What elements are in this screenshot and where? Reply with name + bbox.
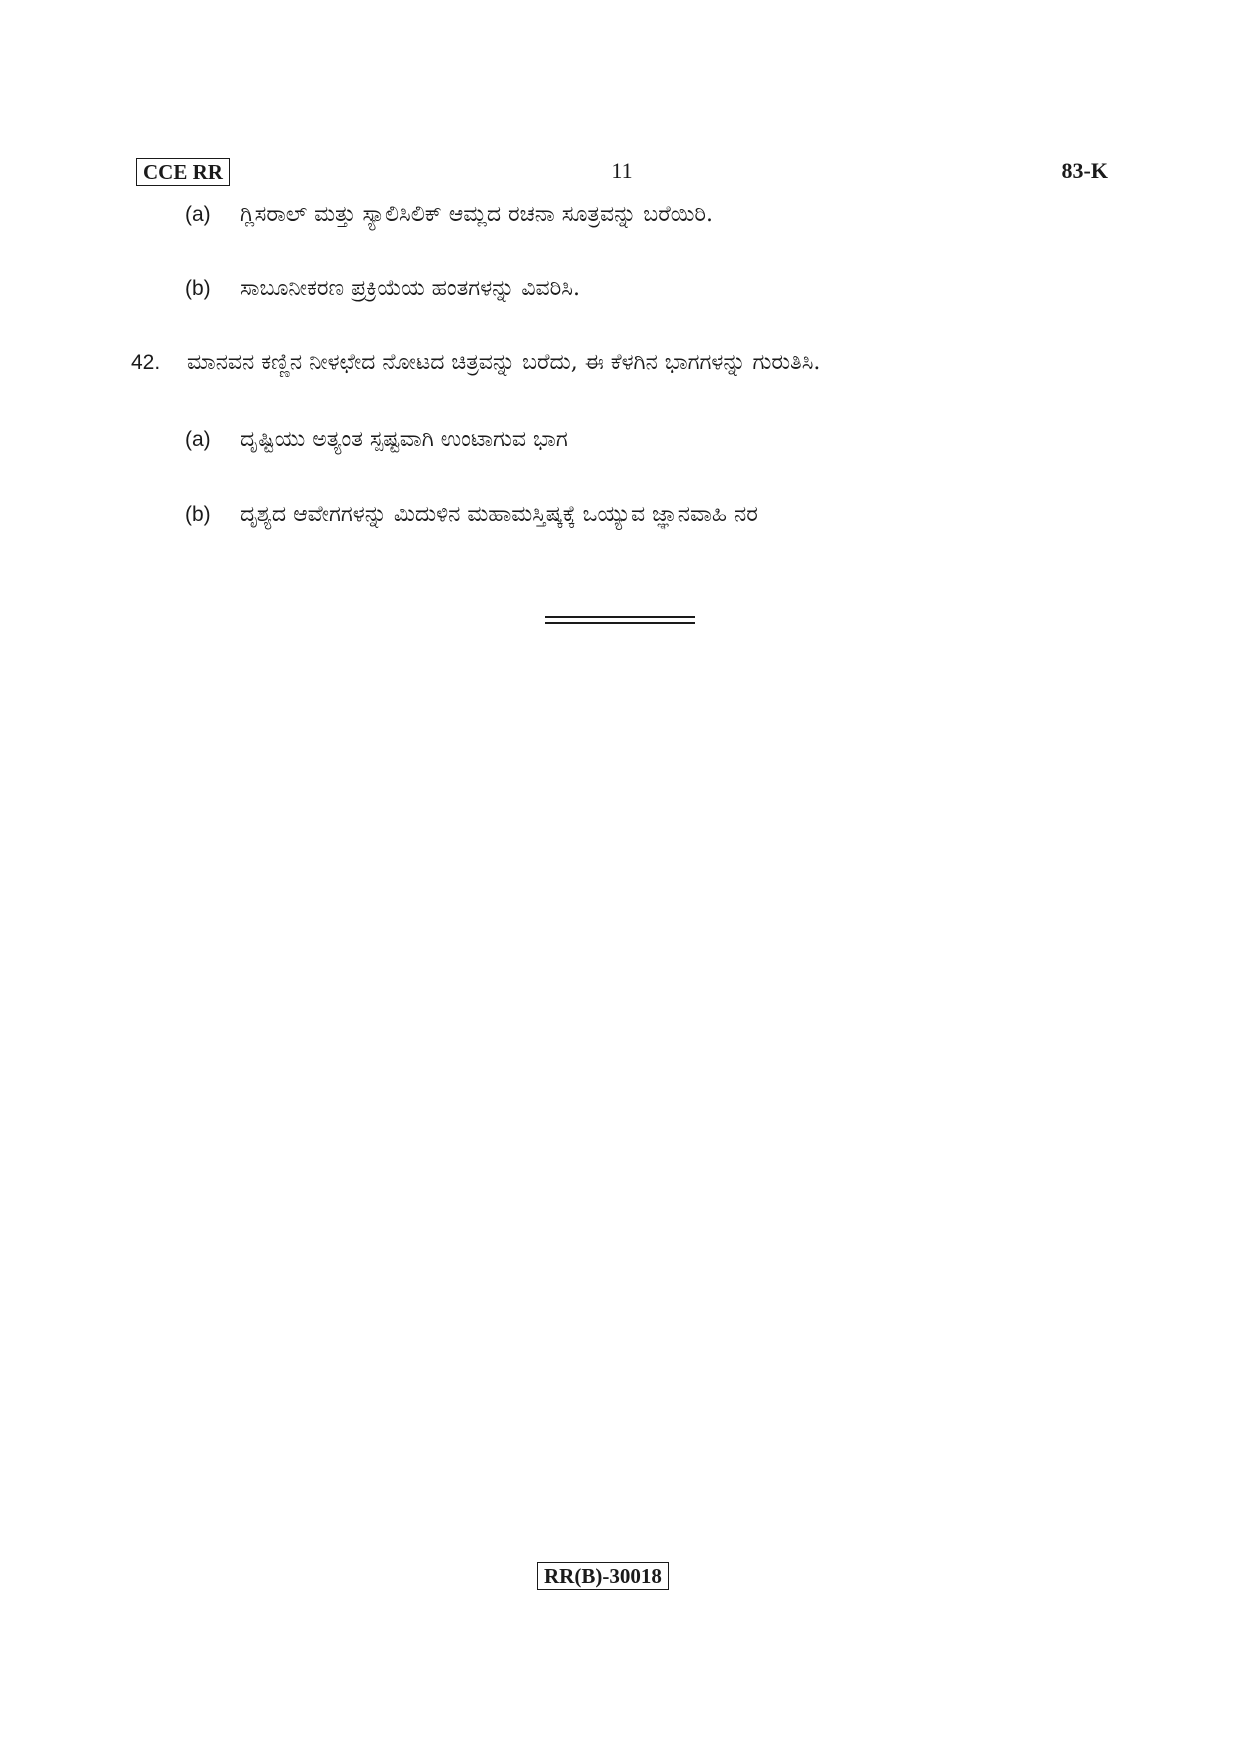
q41-a-label: (a) xyxy=(185,203,211,226)
q41-a-text: ಗ್ಲಿಸರಾಲ್ ಮತ್ತು ಸ್ಯಾಲಿಸಿಲಿಕ್ ಆಮ್ಲದ ರಚನಾ ಸೂತ್ರವನ್ನು ಬರೆಯಿರಿ. xyxy=(240,202,713,227)
page-number: 11 xyxy=(611,158,633,183)
paper-code: 83-K xyxy=(1061,158,1108,183)
q42-b-label: (b) xyxy=(185,503,211,526)
q42-b-text: ದೃಶ್ಯದ ಆವೇಗಗಳನ್ನು ಮಿದುಳಿನ ಮಹಾಮಸ್ತಿಷ್ಕಕ್ಕೆ ಒಯ್ಯುವ ಜ್ಞಾನವಾಹಿ ನರ xyxy=(240,502,758,527)
q42-a-text: ದೃಷ್ಟಿಯು ಅತ್ಯಂತ ಸ್ಪಷ್ಟವಾಗಿ ಉಂಟಾಗುವ ಭಾಗ xyxy=(240,427,568,452)
q41-b-label: (b) xyxy=(185,277,211,300)
footer-code-box: RR(B)-30018 xyxy=(537,1562,669,1590)
end-divider-top xyxy=(545,616,695,618)
q41-b-text: ಸಾಬೂನೀಕರಣ ಪ್ರಕ್ರಿಯೆಯ ಹಂತಗಳನ್ನು ವಿವರಿಸಿ. xyxy=(240,276,580,301)
end-divider-bottom xyxy=(545,622,695,624)
q42-number: 42. xyxy=(131,351,161,374)
q42-a-label: (a) xyxy=(185,428,211,451)
q42-text: ಮಾನವನ ಕಣ್ಣಿನ ನೀಳಛೇದ ನೋಟದ ಚಿತ್ರವನ್ನು ಬರೆದು, ಈ ಕೆಳಗಿನ ಭಾಗಗಳನ್ನು ಗುರುತಿಸಿ. xyxy=(187,350,821,375)
header-code-box: CCE RR xyxy=(136,158,230,186)
